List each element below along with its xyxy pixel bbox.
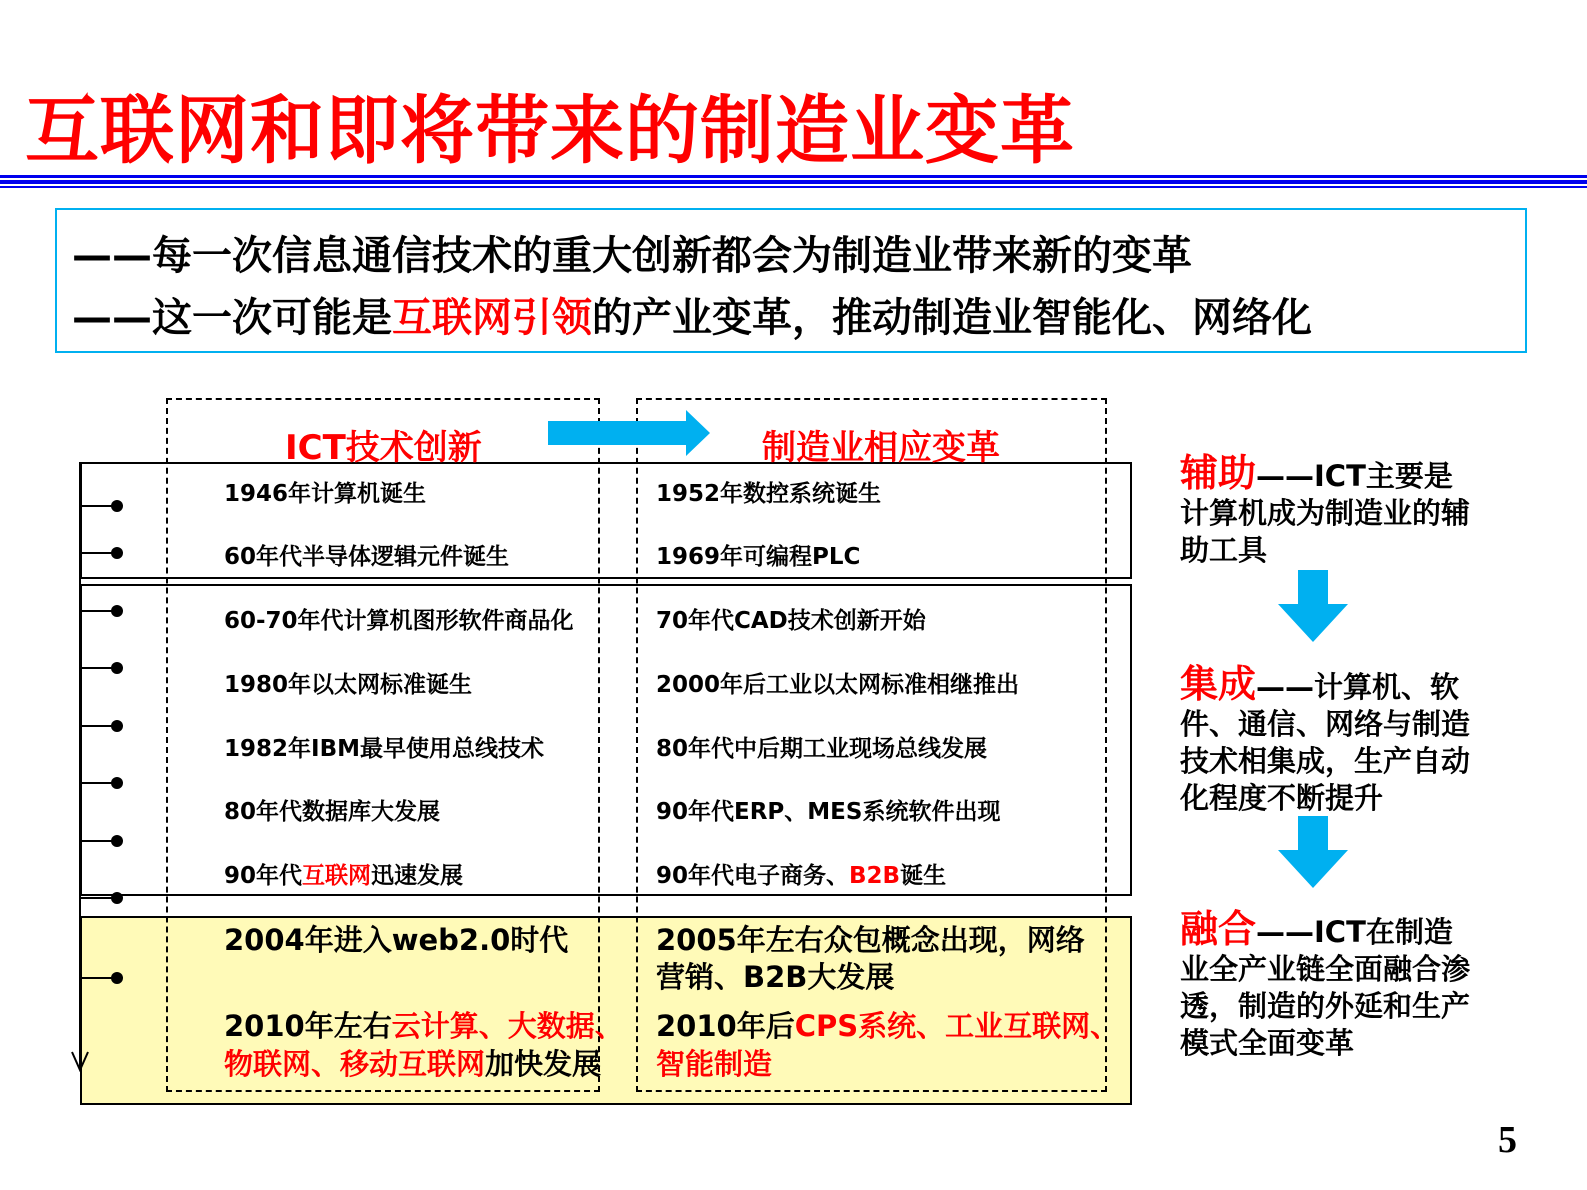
stage-assist [1180,451,1480,569]
ict-event [224,857,463,890]
highlight: B2B [849,863,901,889]
stage-integrate [1180,662,1480,817]
timeline-dot [111,547,123,559]
timeline-dot [111,777,123,789]
manufacturing-event: 2000年后工业以太网标准相继推出 [656,672,1020,698]
text: 加快发展 [485,1047,602,1081]
ict-event: 80年代数据库大发展 [224,799,441,825]
ict-event: 1946年计算机诞生 [224,481,427,507]
subtitle-line-2 [72,286,1312,343]
timeline-dot [111,720,123,732]
manufacturing-event: 营销、B2B大发展 [656,960,895,994]
stage-description: ——ICT在制造业全产业链全面融合渗透，制造的外延和生产模式全面变革 [1180,915,1471,1060]
manufacturing-event [656,1007,1119,1083]
highlight: 互联网引领 [392,295,592,341]
page-number: 5 [1498,1119,1517,1161]
ict-event [224,1007,624,1083]
highlight: 智能制造 [656,1047,773,1081]
ict-event: 2004年进入web2.0时代 [224,923,569,957]
timeline-dot [111,605,123,617]
text: ——这一次可能是 [72,295,392,341]
timeline-dot [111,662,123,674]
stage-description: ——ICT主要是计算机成为制造业的辅助工具 [1180,459,1471,567]
highlight: CPS系统、工业互联网、 [794,1009,1120,1043]
text: 诞生 [900,863,947,889]
text: 的产业变革，推动制造业智能化、网络化 [592,295,1312,341]
subtitle-line-1: ——每一次信息通信技术的重大创新都会为制造业带来新的变革 [72,233,1192,279]
manufacturing-event: 90年代ERP、MES系统软件出现 [656,799,1001,825]
timeline-dot [111,892,123,904]
subtitle-box [55,208,1527,353]
highlight: 互联网 [302,863,372,889]
timeline-dot [111,835,123,847]
text: 2010年后 [656,1009,795,1043]
slide-title: 互联网和即将带来的制造业变革 [25,88,1075,174]
text: 90年代电子商务、 [656,863,850,889]
text: 迅速发展 [371,863,464,889]
right-arrow-icon [548,410,712,456]
ict-event: 60年代半导体逻辑元件诞生 [224,544,510,570]
text: 90年代 [224,863,303,889]
ict-header: ICT技术创新 [285,428,482,468]
stage-keyword: 集成 [1180,662,1257,706]
timeline-arrow-icon [70,1050,92,1072]
ict-event: 1982年IBM最早使用总线技术 [224,736,544,762]
highlight: 物联网、移动互联网 [224,1047,486,1081]
manufacturing-event: 70年代CAD技术创新开始 [656,608,926,634]
title-rule [0,180,1587,184]
title-rule [0,186,1587,188]
title-rule [0,175,1587,178]
down-arrow-icon [1276,570,1350,642]
highlight: 云计算、大数据、 [391,1009,624,1043]
stage-description: ——计算机、软件、通信、网络与制造技术相集成，生产自动化程度不断提升 [1180,670,1471,815]
text: 2010年左右 [224,1009,392,1043]
down-arrow-icon [1276,816,1350,888]
manufacturing-event: 80年代中后期工业现场总线发展 [656,736,988,762]
timeline-dot [111,500,123,512]
ict-event: 60-70年代计算机图形软件商品化 [224,608,574,634]
manufacturing-event: 1952年数控系统诞生 [656,481,882,507]
stage-keyword: 融合 [1180,907,1257,951]
manufacturing-event [656,857,946,890]
timeline-dot [111,972,123,984]
manufacturing-header: 制造业相应变革 [762,428,1000,468]
ict-event: 1980年以太网标准诞生 [224,672,473,698]
manufacturing-event: 1969年可编程PLC [656,544,861,570]
stage-keyword: 辅助 [1180,451,1257,495]
manufacturing-event: 2005年左右众包概念出现，网络 [656,923,1085,957]
stage-fusion [1180,907,1480,1062]
